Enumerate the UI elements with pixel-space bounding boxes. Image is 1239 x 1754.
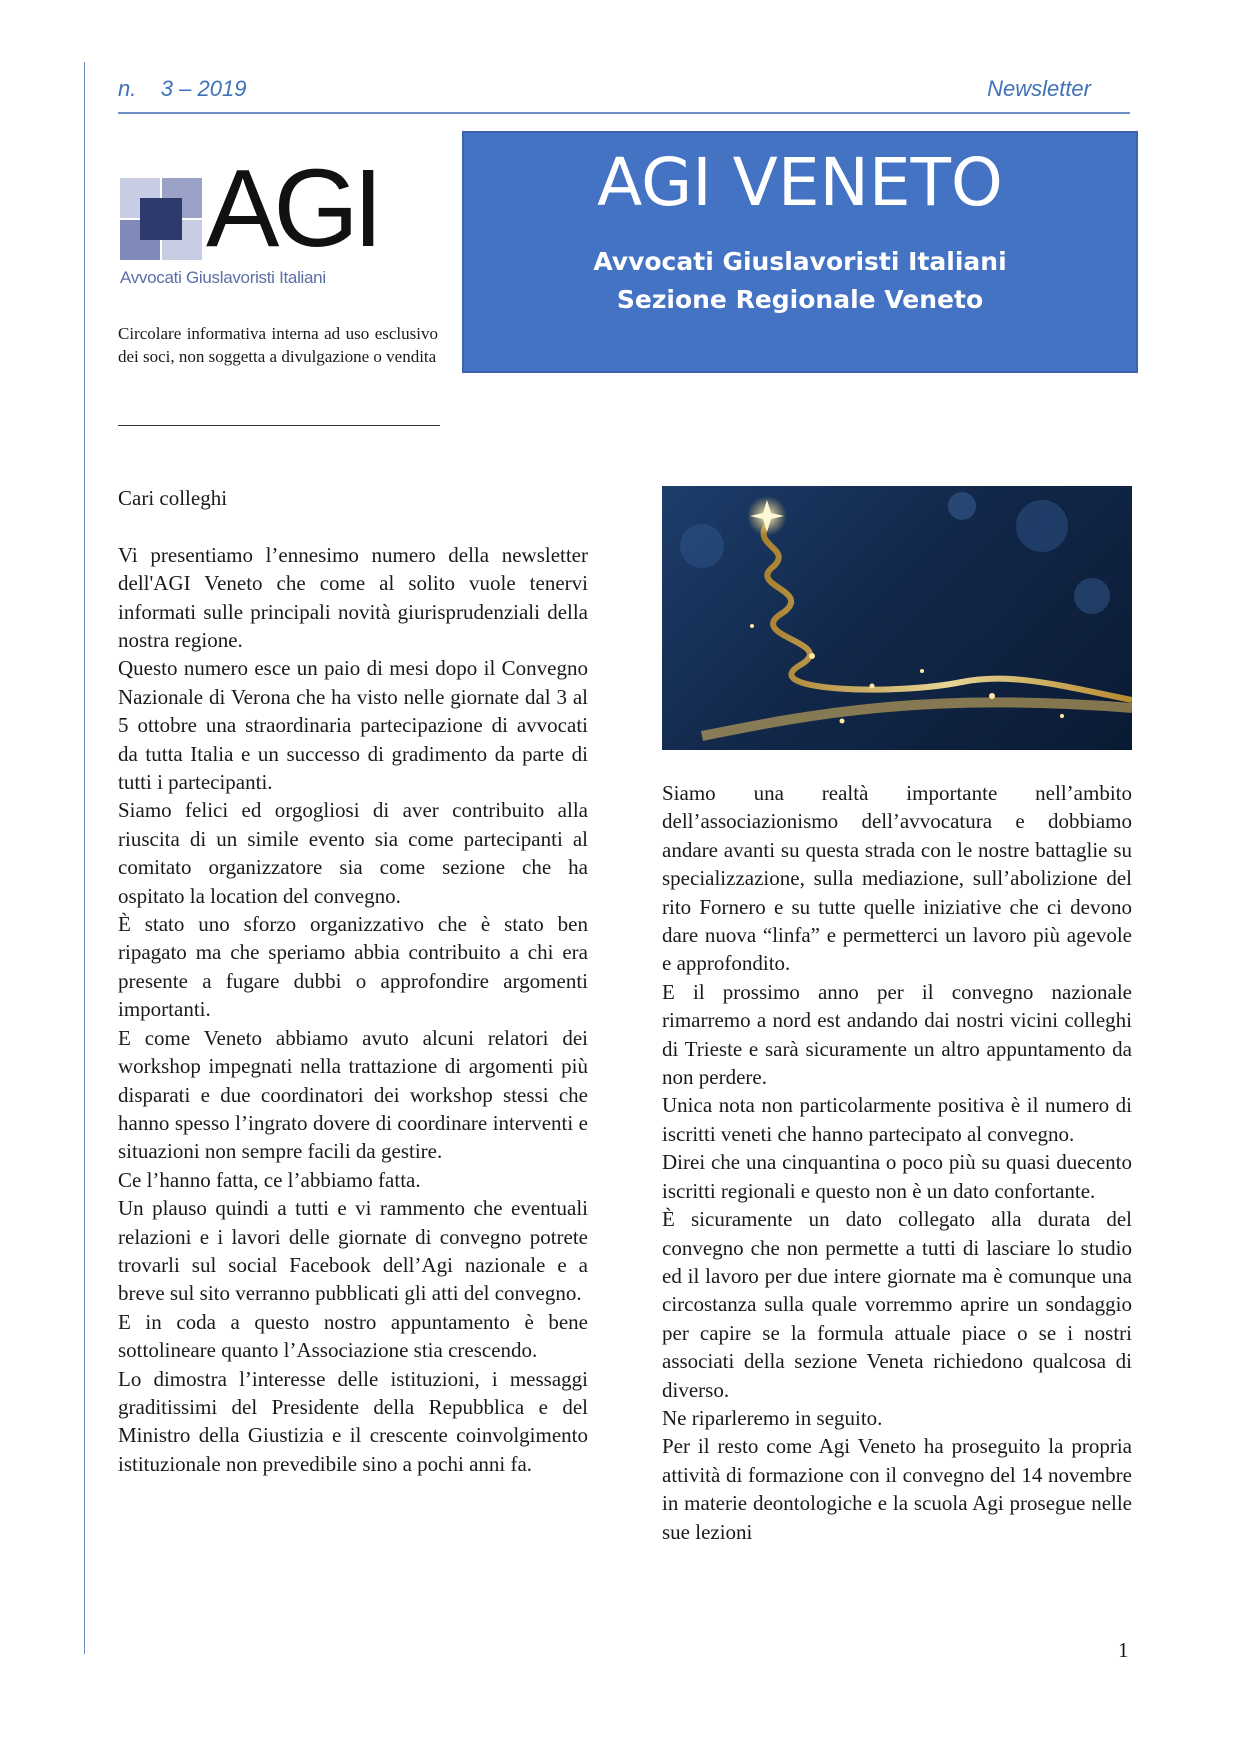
banner-subtitle (464, 243, 1136, 319)
logo-tagline: Avvocati Giuslavoristi Italiani (120, 268, 326, 287)
paragraph: Ne riparleremo in seguito. (662, 1405, 883, 1430)
paragraph: Per il resto come Agi Veneto ha proseguito la propria attività di formazione con il convegno del 14 novembre in materie deontologiche e la scuola Agi prosegue nelle sue lezioni (662, 1434, 1132, 1544)
issue-number: n. 3 – 2019 (118, 76, 247, 101)
banner-subtitle-line-2: Sezione Regionale Veneto (616, 285, 984, 314)
logo-wordmark: AGI (206, 147, 378, 270)
paragraph: Siamo felici ed orgogliosi di aver contribuito alla riuscita di un simile evento sia come partecipanti al comitato organizzatore sia come sezione che ha ospitato la location del convegno. (118, 798, 588, 908)
left-divider (118, 425, 440, 426)
paragraph: Direi che una cinquantina o poco più su quasi duecento iscritti regionali e questo non è un dato confortante. (662, 1150, 1132, 1203)
paragraph: È sicuramente un dato collegato alla durata del convegno che non permette a tutti di lasciare lo studio ed il lavoro per due intere giornate ma è comunque una circostanza sulla quale vorremmo aprire un sondaggio per capire se la formula attuale piace o se i nostri associati della sezione Veneta richiedono qualcosa di diverso. (662, 1207, 1132, 1402)
logo-squares-icon (120, 178, 202, 260)
paragraph: È stato uno sforzo organizzativo che è stato ben ripagato ma che speriamo abbia contribuito a chi era presente a fugare dubbi o approfondire argomenti importanti. (118, 912, 588, 1022)
page-number: 1 (1118, 1638, 1129, 1662)
paragraph: Vi presentiamo l’ennesimo numero della newsletter dell'AGI Veneto che come al solito vuole tenervi informati sulle principali novità giurisprudenziali della nostra regione. (118, 542, 588, 653)
paragraph: Siamo una realtà importante nell’ambito dell’associazionismo dell’avvocatura e dobbiamo andare avanti su questa strada con le nostre battaglie su specializzazione, sulla mediazione, sull’abolizione del rito Fornero e su tutte quelle iniziative che ci devono dare nuova “linfa” e permetterci un lavoro più agevole e approfondito. (662, 781, 1132, 976)
agi-logo (120, 147, 382, 292)
paragraph: Un plauso quindi a tutti e vi rammento che eventuali relazioni e i lavori delle giornate di convegno potrete trovarli sul social Facebook dell’Agi nazionale e a breve sul sito verranno pubblicati gli atti del convegno. (118, 1196, 588, 1306)
paragraph: E come Veneto abbiamo avuto alcuni relatori dei workshop impegnati nella trattazione di argomenti più disparati e due coordinatori dei workshop stessi che hanno spesso l’ingrato dovere di coordinare interventi e situazioni non sempre facili da gestire. (118, 1025, 588, 1164)
paragraph: Unica nota non particolarmente positiva è il numero di iscritti veneti che hanno partecipato al convegno. (662, 1093, 1132, 1146)
left-column (118, 484, 588, 1478)
paragraph: Questo numero esce un paio di mesi dopo il Convegno Nazionale di Verona che ha visto nelle giornate dal 3 al 5 ottobre una straordinaria partecipazione di avvocati da tutta Italia e un successo di gradimento da parte di tutti i partecipanti. (118, 656, 588, 795)
right-column (662, 779, 1132, 1546)
margin-rule (84, 62, 85, 1654)
paragraph: E il prossimo anno per il convegno nazionale rimarremo a nord est andando dai nostri vicini colleghi di Trieste e sarà sicuramente un altro appuntamento da non perdere. (662, 979, 1132, 1090)
circolare-note: Circolare informativa interna ad uso esclusivo dei soci, non soggetta a divulgazione o vendita (118, 324, 438, 366)
paragraph: E in coda a questo nostro appuntamento è bene sottolineare quanto l’Associazione stia crescendo. (118, 1309, 588, 1363)
banner-subtitle-line-1: Avvocati Giuslavoristi Italiani (593, 247, 1007, 276)
christmas-tree-icon (662, 486, 1132, 750)
banner-title: AGI VENETO (597, 144, 1003, 221)
christmas-tree-image (662, 486, 1132, 750)
newsletter-label: Newsletter (987, 76, 1091, 101)
greeting: Cari colleghi (118, 486, 228, 510)
header-divider (118, 112, 1130, 114)
title-banner (462, 131, 1138, 373)
paragraph: Lo dimostra l’interesse delle istituzioni, i messaggi graditissimi del Presidente della Repubblica e del Ministro della Giustizia e il crescente coinvolgimento istituzionale non prevedibile sino a pochi anni fa. (118, 1366, 588, 1476)
paragraph: Ce l’hanno fatta, ce l’abbiamo fatta. (118, 1167, 421, 1192)
